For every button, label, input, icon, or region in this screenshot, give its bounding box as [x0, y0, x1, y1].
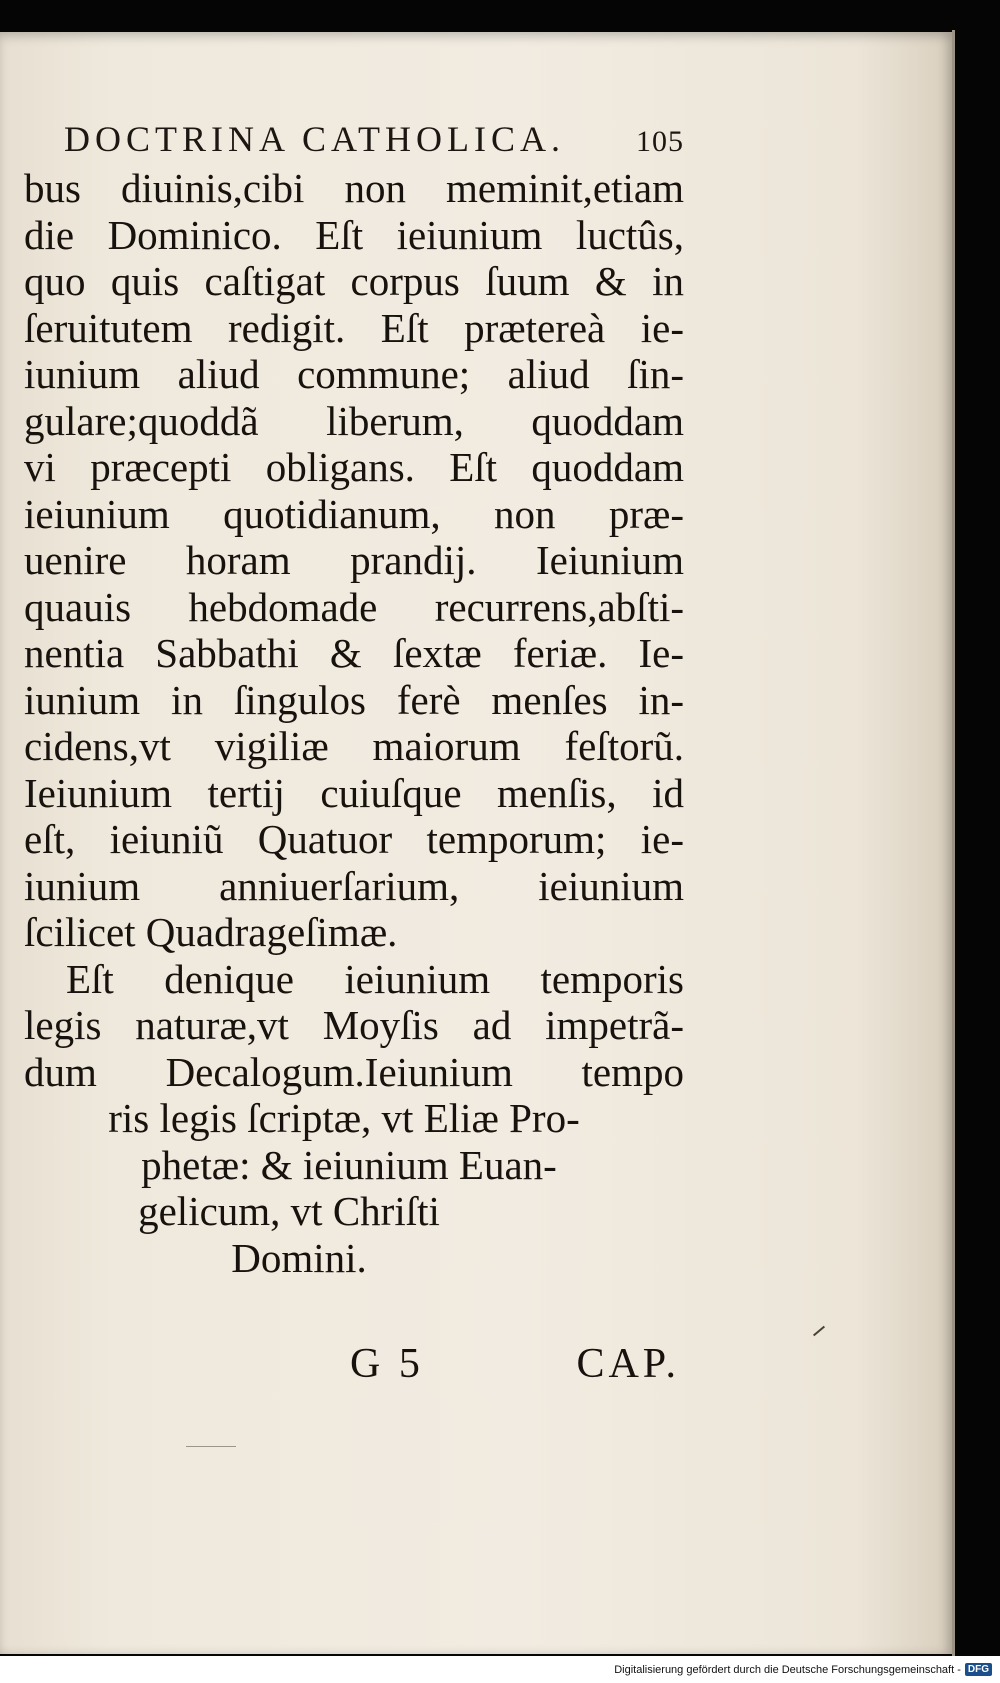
text-line: ieiunium quotidianum, non præ-: [24, 490, 684, 537]
text-line: vi præcepti obligans. Eſt quoddam: [24, 444, 684, 490]
text-line: quo quis caſtigat corpus ſuum & in: [24, 258, 684, 304]
text-line: bus diuinis,cibi non meminit,etiam: [24, 165, 684, 211]
text-line: phetæ: & ieiunium Euan-: [141, 1141, 557, 1188]
text-line: cidens,vt vigiliæ maiorum feſtorũ.: [24, 723, 684, 769]
body-text: [24, 165, 684, 1281]
dfg-logo-icon: DFG: [965, 1663, 992, 1676]
ink-speck: [186, 1446, 236, 1447]
text-line: Domini.: [231, 1234, 367, 1281]
footer-credit: Digitalisierung gefördert durch die Deutsche Forschungsgemeinschaft -: [614, 1663, 961, 1676]
text-line: gulare;quoddã liberum, quoddam: [24, 397, 684, 444]
signature-mark: G 5: [350, 1341, 424, 1387]
text-line: legis naturæ,vt Moyſis ad impetrã-: [24, 1002, 684, 1048]
text-line: ris legis ſcriptæ, vt Eliæ Pro-: [108, 1095, 580, 1141]
page-number: 105: [636, 125, 684, 158]
text-line: die Dominico. Eſt ieiunium luctûs,: [24, 211, 684, 258]
catchword: CAP.: [576, 1341, 680, 1387]
page-edge: [952, 30, 955, 1656]
running-title: DOCTRINA CATHOLICA.: [64, 119, 566, 159]
signature-line: [350, 1340, 680, 1396]
footer-bar: [0, 1656, 1000, 1683]
text-line: iunium anniuerſarium, ieiunium: [24, 862, 684, 909]
text-line: uenire horam prandij. Ieiunium: [24, 537, 684, 583]
text-line: eſt, ieiuniũ Quatuor temporum; ie-: [24, 816, 684, 862]
text-line: iunium in ſingulos ferè menſes in-: [24, 676, 684, 723]
text-line: Ieiunium tertij cuiuſque menſis, id: [24, 769, 684, 816]
text-line: iunium aliud commune; aliud ſin-: [24, 351, 684, 397]
text-line: ſcilicet Quadrageſimæ.: [24, 909, 398, 955]
text-line: nentia Sabbathi & ſextæ feriæ. Ie-: [24, 630, 684, 676]
text-line: ſeruitutem redigit. Eſt prætereà ie-: [24, 304, 684, 351]
text-line: quauis hebdomade recurrens,abſti-: [24, 583, 684, 630]
text-line: gelicum, vt Chriſti: [138, 1188, 440, 1234]
text-line: Eſt denique ieiunium temporis: [66, 955, 684, 1002]
running-header: [64, 118, 684, 168]
text-line: dum Decalogum.Ieiunium tempo: [24, 1048, 684, 1095]
